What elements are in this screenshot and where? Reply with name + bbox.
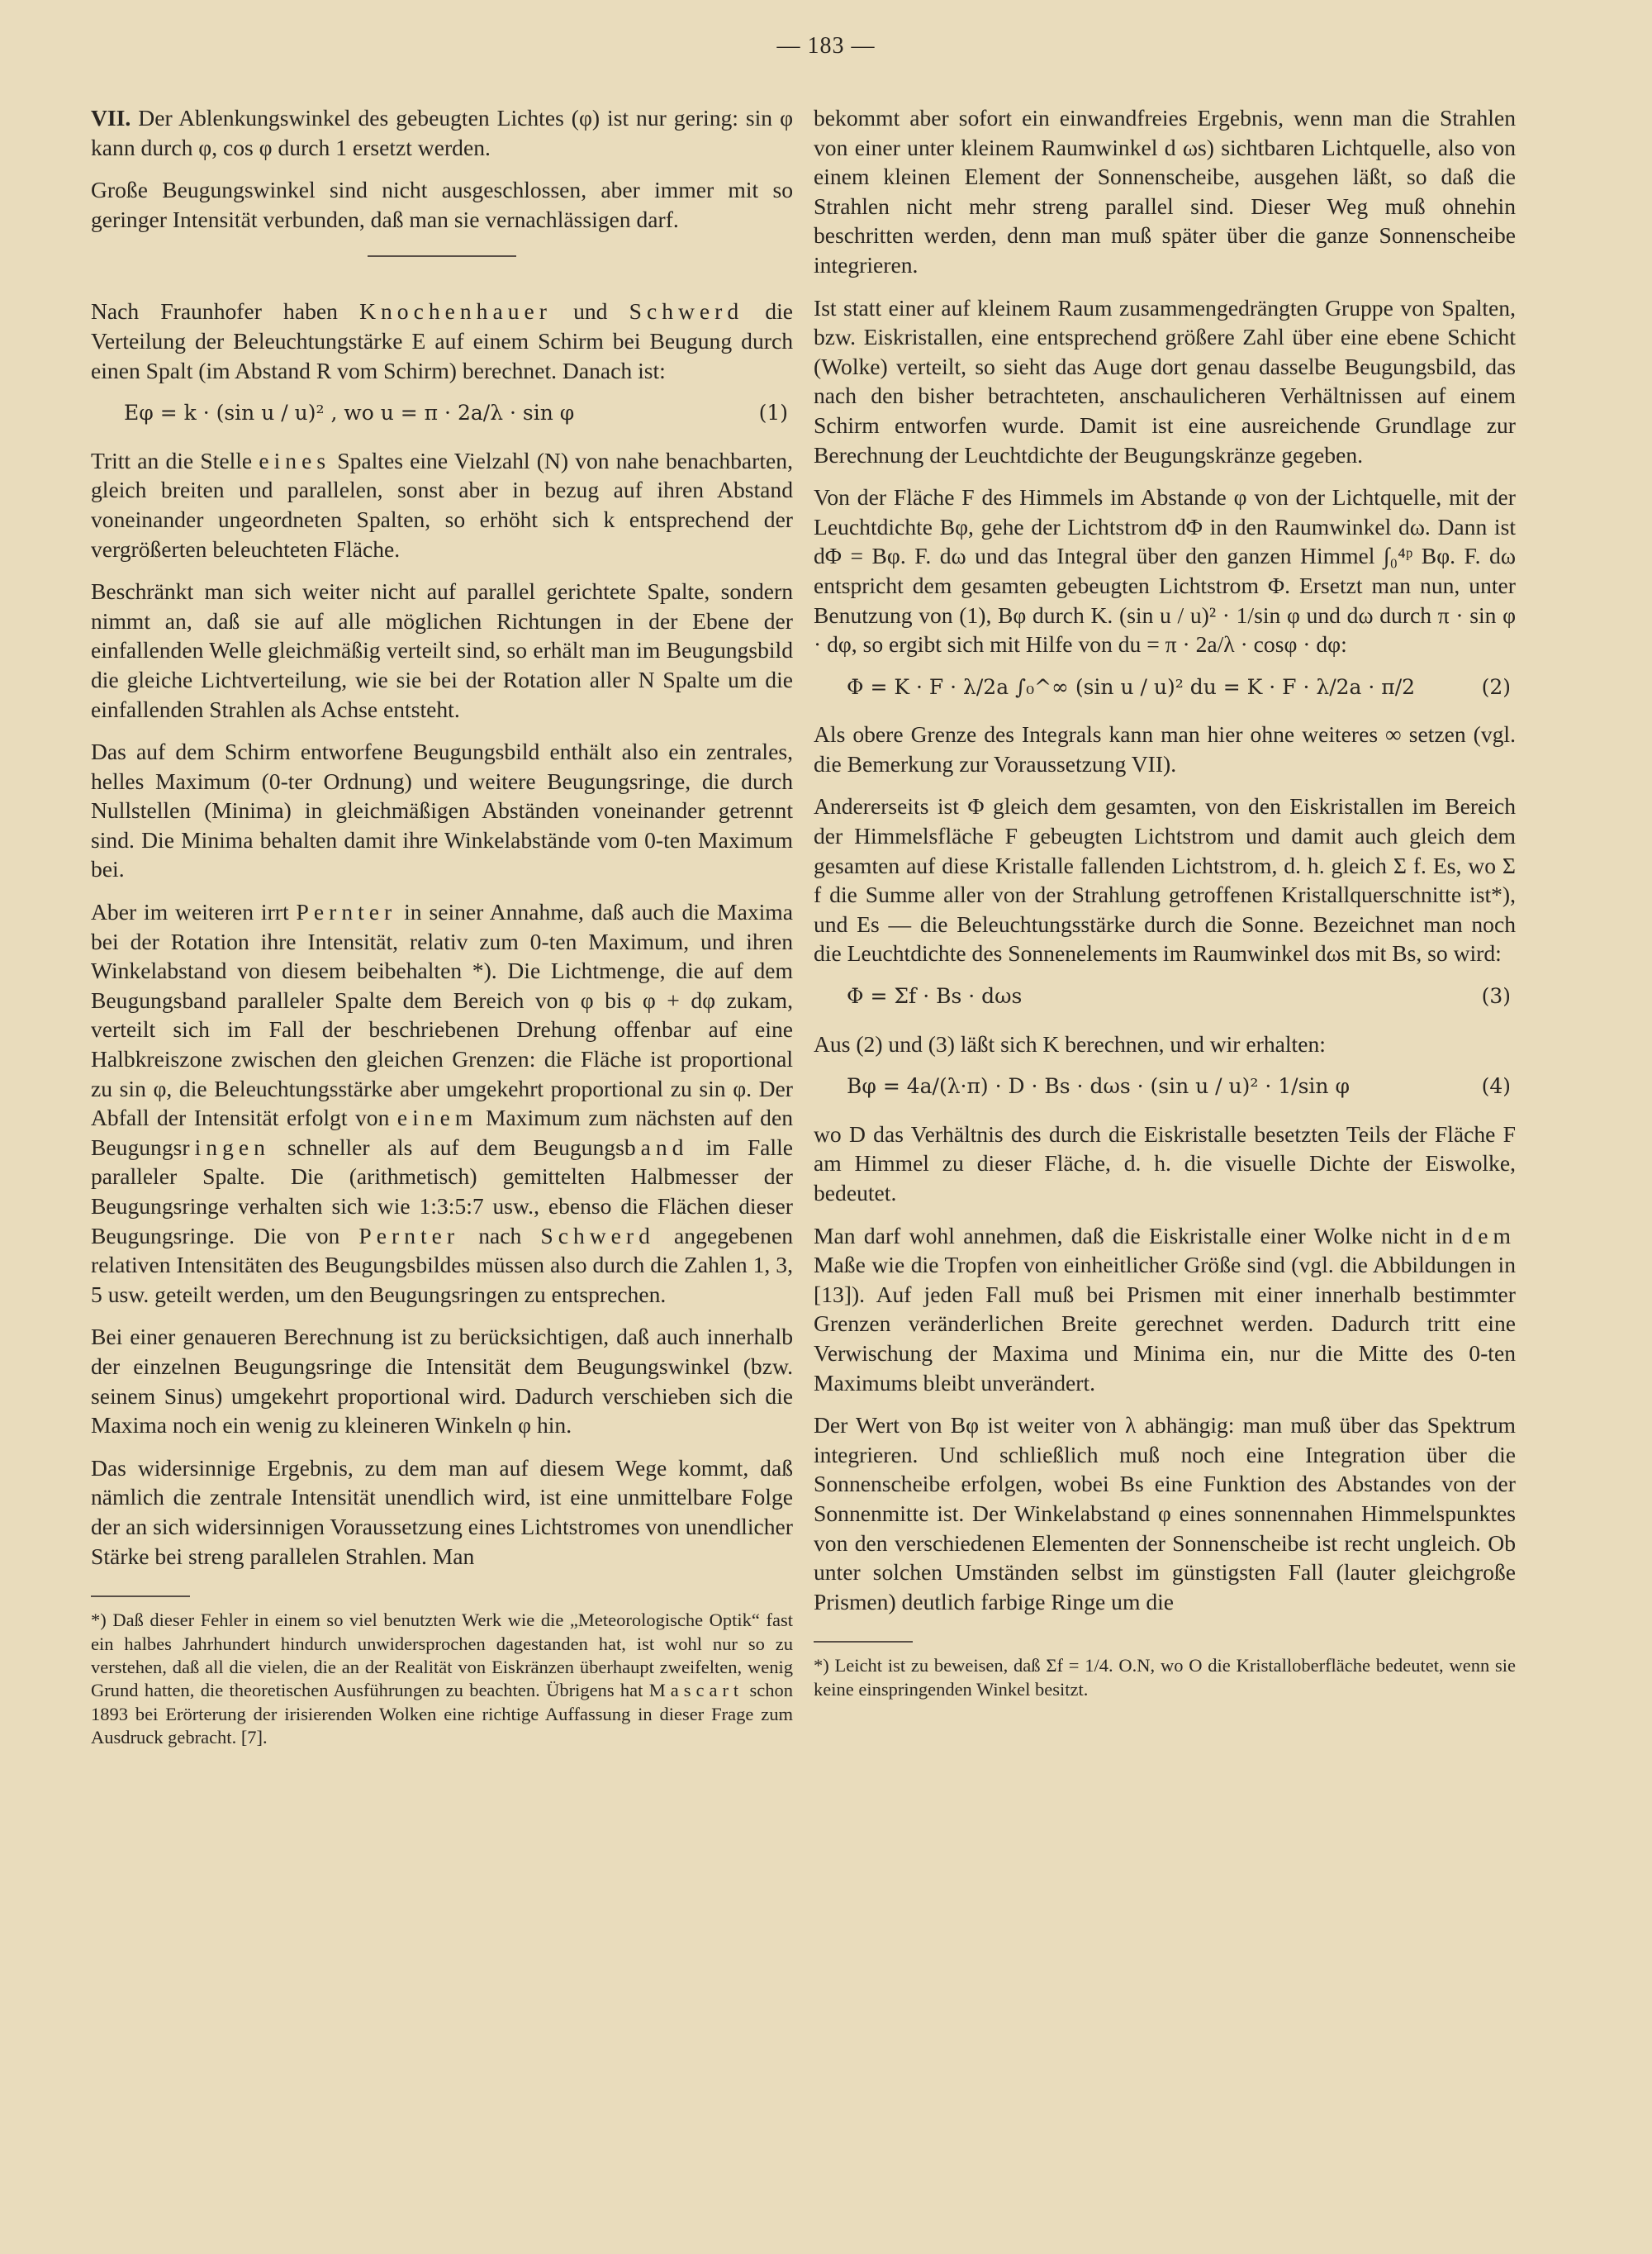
paragraph: bekommt aber sofort ein einwandfreies Ergebnis, wenn man die Strahlen von einer unter kleinem Raumwinkel d ωs) sichtbaren Lichtquelle, also von einem kleinen Element der Sonnenscheibe, ausgehen läßt, so daß die Strahlen nicht mehr streng parallel sind. Dieser Weg muß ohnehin beschritten werden, denn man muß später über die ganze Sonnenscheibe integrieren. [814,105,1516,278]
section-divider [368,255,516,257]
paragraph: Aber im weiteren irrt Pernter in seiner Annahme, daß auch die Maxima bei der Rotation ihre Intensität, relativ zum 0-ten Maximum, und ihren Winkelabstand von diesem beibehalten *). Die Lichtmenge, die auf dem Beugungsband paralleler Spalte dem Bereich von φ bis φ + dφ zukam, verteilt sich im Fall der beschriebenen Drehung offenbar auf eine Halbkreiszone zwischen den gleichen Grenzen: die Fläche ist proportional zu sin φ, die Beleuchtungsstärke aber umgekehrt proportional zu sin φ. Der Abfall der Intensität erfolgt von einem Maximum zum nächsten auf den Beugungsringen schneller als auf dem Beugungsband im Falle paralleler Spalte. Die (arithmetisch) gemittelten Halbmesser der Beugungsringe verhalten sich wie 1:3:5:7 usw., ebenso die Flächen dieser Beugungsringe. Die von Pernter nach Schwerd angegebenen relativen Intensitäten des Beugungsbildes müssen also durch die Zahlen 1, 3, 5 usw. geteilt werden, um den Beugungsringen zu entsprechen. [91,899,794,1307]
footnote: *) Leicht ist zu beweisen, daß Σf = 1/4. O.N, wo O die Kristalloberfläche bedeutet, wenn sie keine einspringenden Winkel besitzt. [814,1655,1516,1700]
author-name: Pernter [358,1222,460,1248]
paragraph: Ist statt einer auf kleinem Raum zusammengedrängten Gruppe von Spalten, bzw. Eiskristallen, eine entsprechend größere Zahl über eine ebene Schicht (Wolke) verteilt, so sieht das Auge dort genau dasselbe Beugungsbild, das nach den bisher betrachteten, anschaulicheren Verhältnissen auf einem Schirm entworfen wurde. Damit ist eine ausreichende Grundlage zur Berechnung der Leuchtdichte der Beugungskränze gegeben. [814,294,1516,468]
paragraph: Beschränkt man sich weiter nicht auf parallel gerichtete Spalte, sondern nimmt an, daß sie auf alle möglichen Richtungen in der Ebene der einfallenden Welle gleichmäßig verteilt sind, so erhält man im Beugungsbild die gleiche Lichtverteilung, wie sie bei der Rotation aller N Spalte um die einfallenden Strahlen als Achse entsteht. [91,578,793,722]
paragraph: Tritt an die Stelle eines Spaltes eine Vielzahl (N) von nahe benachbarten, gleich breiten und parallelen, sonst aber in bezug auf ihren Abstand voneinander ungeordneten Spalten, so erhöht sich k entsprechend der vergrößerten beleuchteten Fläche. [91,447,793,562]
paragraph: Als obere Grenze des Integrals kann man hier ohne weiteres ∞ setzen (vgl. die Bemerkung zur Voraussetzung VII). [814,721,1516,777]
paragraph: Das widersinnige Ergebnis, zu dem man auf diesem Wege kommt, daß nämlich die zentrale Intensität unendlich wird, ist eine unmittelbare Folge der an sich widersinnigen Voraussetzung eines Lichtstromes von unendlicher Stärke bei streng parallelen Strahlen. Man [91,1454,793,1569]
paragraph: Von der Fläche F des Himmels im Abstande φ von der Lichtquelle, mit der Leuchtdichte Bφ, gehe der Lichtstrom dΦ in den Raumwinkel dω. Dann ist dΦ = Bφ. F. dω und das Integral über den ganzen Himmel ∫₀⁴ᵖ Bφ. F. dω entspricht dem gesamten gebeugten Lichtstrom Φ. Ersetzt man nun, unter Benutzung von (1), Bφ durch K. (sin u / u)² · 1/sin φ und dω durch π · sin φ · dφ, so ergibt sich mit Hilfe von du = π · 2a/λ · cosφ · dφ: [814,484,1516,658]
paragraph: Große Beugungswinkel sind nicht ausgeschlossen, aber immer mit so geringer Intensität verbunden, daß man sie vernachlässigen darf. [91,177,793,232]
section-label: VII. [91,105,131,131]
footnote-divider [814,1641,913,1643]
equation-3: Φ = Σf · Bs · dωs (3) [814,982,1516,1011]
author-name: Pernter [296,899,397,925]
author-name: Schwerd [629,298,744,325]
left-column [91,103,793,1750]
equation-4: Bφ = 4a/(λ·π) · D · Bs · dωs · (sin u / u)² · 1/sin φ (4) [814,1072,1516,1101]
paragraph: Nach Fraunhofer haben Knochenhauer und Schwerd die Verteilung der Beleuchtungstärke E auf einem Schirm bei Beugung durch einen Spalt (im Abstand R vom Schirm) berechnet. Danach ist: [91,298,793,383]
paragraph: Man darf wohl annehmen, daß die Eiskristalle einer Wolke nicht in dem Maße wie die Tropfen von einheitlicher Größe sind (vgl. die Abbildungen in [13]). Auf jeden Fall muß bei Prismen mit einer innerhalb bestimmter Grenzen veränderlichen Breite gerechnet werden. Dadurch tritt eine Verwischung der Maxima und Minima ein, nur die Mitte des 0-ten Maximums bleibt unverändert. [814,1222,1516,1396]
equation-2: Φ = K · F · λ/2a ∫₀^∞ (sin u / u)² du = K · F · λ/2a · π/2 (2) [814,673,1516,702]
equation-number: (4) [1481,1074,1511,1099]
paragraph: Das auf dem Schirm entworfene Beugungsbild enthält also ein zentrales, helles Maximum (0-ter Ordnung) und weitere Beugungsringe, die durch Nullstellen (Minima) in gleichmäßigen Abständen voneinander getrennt sind. Die Minima behalten damit ihre Winkelabstände vom 0-ten Maximum bei. [91,739,793,882]
right-column [814,103,1516,1701]
author-name: Knochenhauer [359,298,552,325]
page-number: — 183 — [776,33,876,59]
paragraph: Bei einer genaueren Berechnung ist zu berücksichtigen, daß auch innerhalb der einzelnen Beugungsringe die Intensität dem Beugungswinkel (bzw. seinem Sinus) umgekehrt proportional wird. Dadurch verschieben sich die Maxima noch ein wenig zu kleineren Winkeln φ hin. [91,1324,793,1438]
paragraph: Aus (2) und (3) läßt sich K berechnen, und wir erhalten: [814,1030,1326,1057]
footnote: *) Daß dieser Fehler in einem so viel benutzten Werk wie die „Meteorologische Optik“ fast ein halbes Jahrhundert hindurch unwidersprochen dagestanden hat, ist wohl nur so zu verstehen, daß all die vielen, die an der Realität von Eiskränzen überhaupt zweifelten, wenig Grund hatten, die theoretischen Ausführungen zu beachten. Übrigens hat Mascart schon 1893 bei Erörterung der irisierenden Wolken eine richtige Auffassung in dieser Frage zum Ausdruck gebracht. [7]. [91,1610,794,1748]
paragraph: VII. Der Ablenkungswinkel des gebeugten Lichtes (φ) ist nur gering: sin φ kann durch φ, cos φ durch 1 ersetzt werden. [91,105,793,160]
equation-number: (3) [1481,984,1511,1009]
equation-1: Eφ = k · (sin u / u)² , wo u = π · 2a/λ · sin φ (1) [91,398,793,428]
paragraph: Andererseits ist Φ gleich dem gesamten, von den Eiskristallen im Bereich der Himmelsfläche F gebeugten Lichtstrom und damit auch gleich dem gesamten auf diese Kristalle fallenden Lichtstrom, d. h. gleich Σ f. Es, wo Σ f die Summe aller von der Strahlung getroffenen Kristallquerschnitte ist*), und Es — die Beleuchtungsstärke durch die Sonne. Bezeichnet man noch die Leuchtdichte des Sonnenelements im Raumwinkel dωs mit Bs, so wird: [814,793,1516,967]
paragraph: Der Wert von Bφ ist weiter von λ abhängig: man muß über das Spektrum integrieren. Und schließlich muß noch eine Integration über die Sonnenscheibe erfolgen, wobei Bs eine Funktion des Abstandes von der Sonnenmitte ist. Der Winkelabstand φ eines sonnennahen Himmelspunktes von den verschiedenen Elementen der Sonnenscheibe ist recht ungleich. Ob unter solchen Umständen selbst im günstigsten Fall (lauter gleichgroße Prismen) deutlich farbige Ringe um die [814,1412,1516,1614]
equation-number: (2) [1481,674,1511,699]
author-name: Mascart [648,1680,744,1701]
paragraph: wo D das Verhältnis des durch die Eiskristalle besetzten Teils der Fläche F am Himmel zu dieser Fläche, d. h. die visuelle Dichte der Eiswolke, bedeutet. [814,1120,1516,1205]
equation-number: (1) [758,401,788,426]
footnote-divider [91,1595,190,1597]
author-name: Schwerd [540,1222,655,1248]
